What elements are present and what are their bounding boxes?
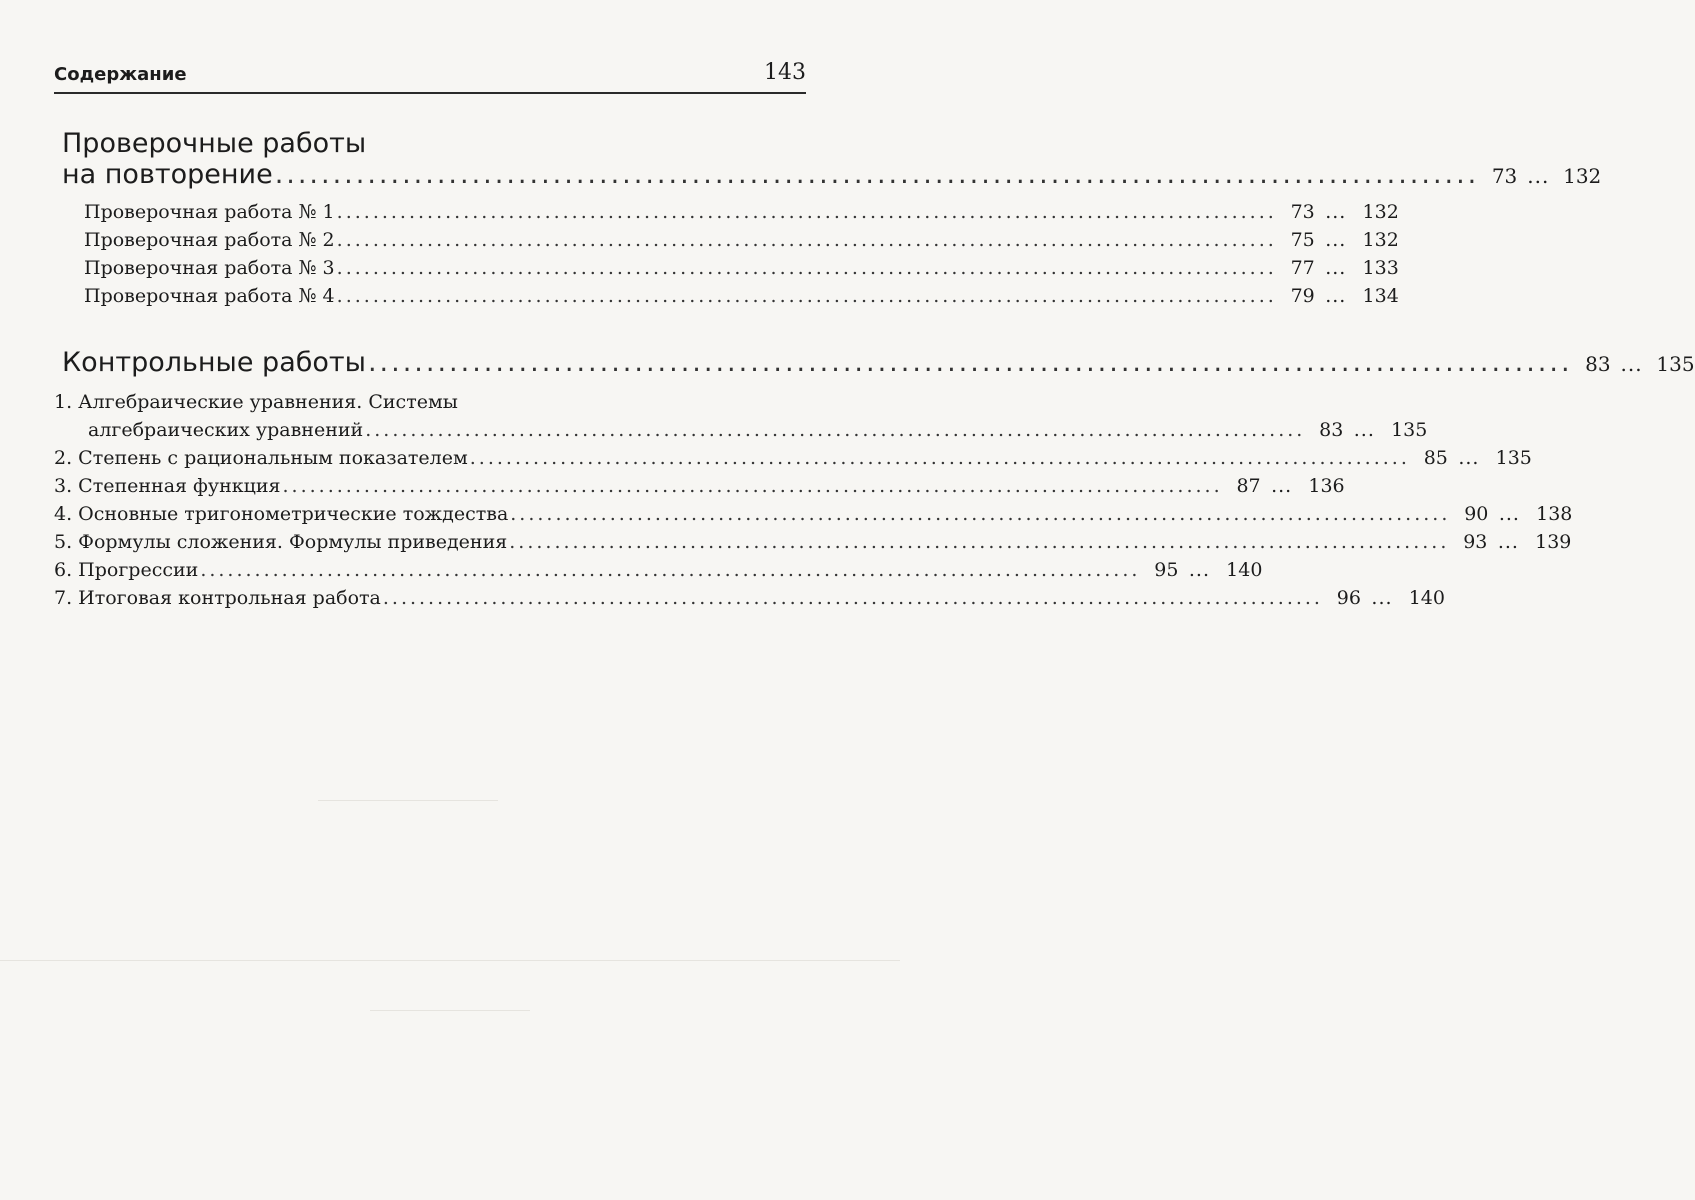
toc-section-label: Контрольные работы (62, 347, 366, 378)
toc-item-first-line: 1. Алгебраические уравнения. Системы (54, 391, 458, 413)
toc-item-label: 4. Основные тригонометрические тождества (54, 503, 509, 525)
toc-item[interactable] (54, 500, 1573, 528)
toc-section-review-tests[interactable] (62, 158, 1602, 192)
page-ref-b: 135 (1391, 419, 1428, 441)
page-ref-b: 132 (1362, 201, 1399, 223)
page-separator: ... (1325, 229, 1347, 251)
page-ref-a: 77 (1290, 257, 1315, 279)
page-ref-a: 73 (1491, 164, 1518, 188)
dot-leader: ........................................................................................................ (336, 285, 1277, 307)
show-through-rule (318, 800, 498, 801)
page-ref-b: 132 (1362, 229, 1399, 251)
page-ref-a: 90 (1464, 503, 1489, 525)
page-separator: ... (1620, 352, 1643, 376)
toc-item[interactable] (54, 472, 1345, 500)
dot-leader: ........................................................................................................ (282, 475, 1223, 497)
dot-leader: ........................................................................................................ (365, 419, 1306, 441)
page-ref-a: 95 (1154, 559, 1179, 581)
dot-leader: ........................................................................................................ (510, 503, 1451, 525)
toc-item[interactable] (84, 198, 1399, 226)
page-separator: ... (1458, 447, 1480, 469)
dot-leader: ........................................................................................................ (200, 559, 1141, 581)
dot-leader: ........................................................................................................ (274, 159, 1480, 190)
toc-item-label: 5. Формулы сложения. Формулы приведения (54, 531, 508, 553)
page-ref-a: 93 (1463, 531, 1488, 553)
dot-leader: ........................................................................................................ (509, 531, 1450, 553)
toc-item-label: 7. Итоговая контрольная работа (54, 587, 381, 609)
page-ref-a: 96 (1336, 587, 1361, 609)
toc-item[interactable] (84, 282, 1399, 310)
show-through-rule (0, 960, 900, 961)
page-separator: ... (1497, 531, 1519, 553)
page-ref-b: 138 (1536, 503, 1573, 525)
page-ref-a: 83 (1319, 419, 1344, 441)
dot-leader: ........................................................................................................ (469, 447, 1410, 469)
page-separator: ... (1371, 587, 1393, 609)
page-separator: ... (1325, 201, 1347, 223)
page-ref-a: 87 (1236, 475, 1261, 497)
toc-item-label: Проверочная работа № 2 (84, 229, 335, 251)
toc-item[interactable] (84, 226, 1399, 254)
page-separator: ... (1527, 164, 1550, 188)
dot-leader: ........................................................................................................ (336, 229, 1277, 251)
toc-item[interactable] (54, 444, 1532, 472)
page-separator: ... (1353, 419, 1375, 441)
toc-item[interactable] (88, 416, 1428, 444)
toc-item[interactable] (84, 254, 1399, 282)
dot-leader: ........................................................................................................ (336, 201, 1277, 223)
dot-leader: ........................................................................................................ (367, 347, 1573, 378)
toc-item-label: Проверочная работа № 3 (84, 257, 335, 279)
section-title-review-tests: Проверочные работы (62, 128, 367, 159)
toc-section-label: на повторение (62, 159, 273, 190)
page-ref-b: 132 (1563, 164, 1602, 188)
toc-item-label: Проверочная работа № 4 (84, 285, 335, 307)
toc-item-label: алгебраических уравнений (88, 419, 364, 441)
running-title: Содержание (54, 64, 187, 85)
toc-item-label: Проверочная работа № 1 (84, 201, 335, 223)
toc-section-control-tests[interactable] (62, 346, 1695, 380)
page-ref-b: 140 (1226, 559, 1263, 581)
page-ref-b: 139 (1535, 531, 1572, 553)
page-separator: ... (1325, 285, 1347, 307)
toc-item[interactable] (54, 556, 1263, 584)
page-ref-b: 134 (1362, 285, 1399, 307)
page-ref-b: 135 (1495, 447, 1532, 469)
page-ref-b: 140 (1408, 587, 1445, 609)
page-ref-a: 73 (1290, 201, 1315, 223)
toc-item-label: 3. Степенная функция (54, 475, 281, 497)
page-ref-a: 79 (1290, 285, 1315, 307)
page-ref-b: 133 (1362, 257, 1399, 279)
page-separator: ... (1188, 559, 1210, 581)
page-ref-b: 136 (1308, 475, 1345, 497)
toc-item-label: 2. Степень с рациональным показателем (54, 447, 468, 469)
toc-item[interactable] (54, 584, 1445, 612)
page-ref-a: 75 (1290, 229, 1315, 251)
page-separator: ... (1325, 257, 1347, 279)
page-separator: ... (1271, 475, 1293, 497)
page-ref-b: 135 (1656, 352, 1695, 376)
page-ref-a: 83 (1585, 352, 1611, 376)
toc-item-label: 6. Прогрессии (54, 559, 199, 581)
page-number: 143 (764, 60, 806, 85)
page-header (54, 62, 806, 94)
dot-leader: ........................................................................................................ (336, 257, 1277, 279)
page-ref-a: 85 (1423, 447, 1448, 469)
show-through-rule (370, 1010, 530, 1011)
dot-leader: ........................................................................................................ (382, 587, 1323, 609)
toc-item[interactable] (54, 528, 1572, 556)
page-separator: ... (1498, 503, 1520, 525)
